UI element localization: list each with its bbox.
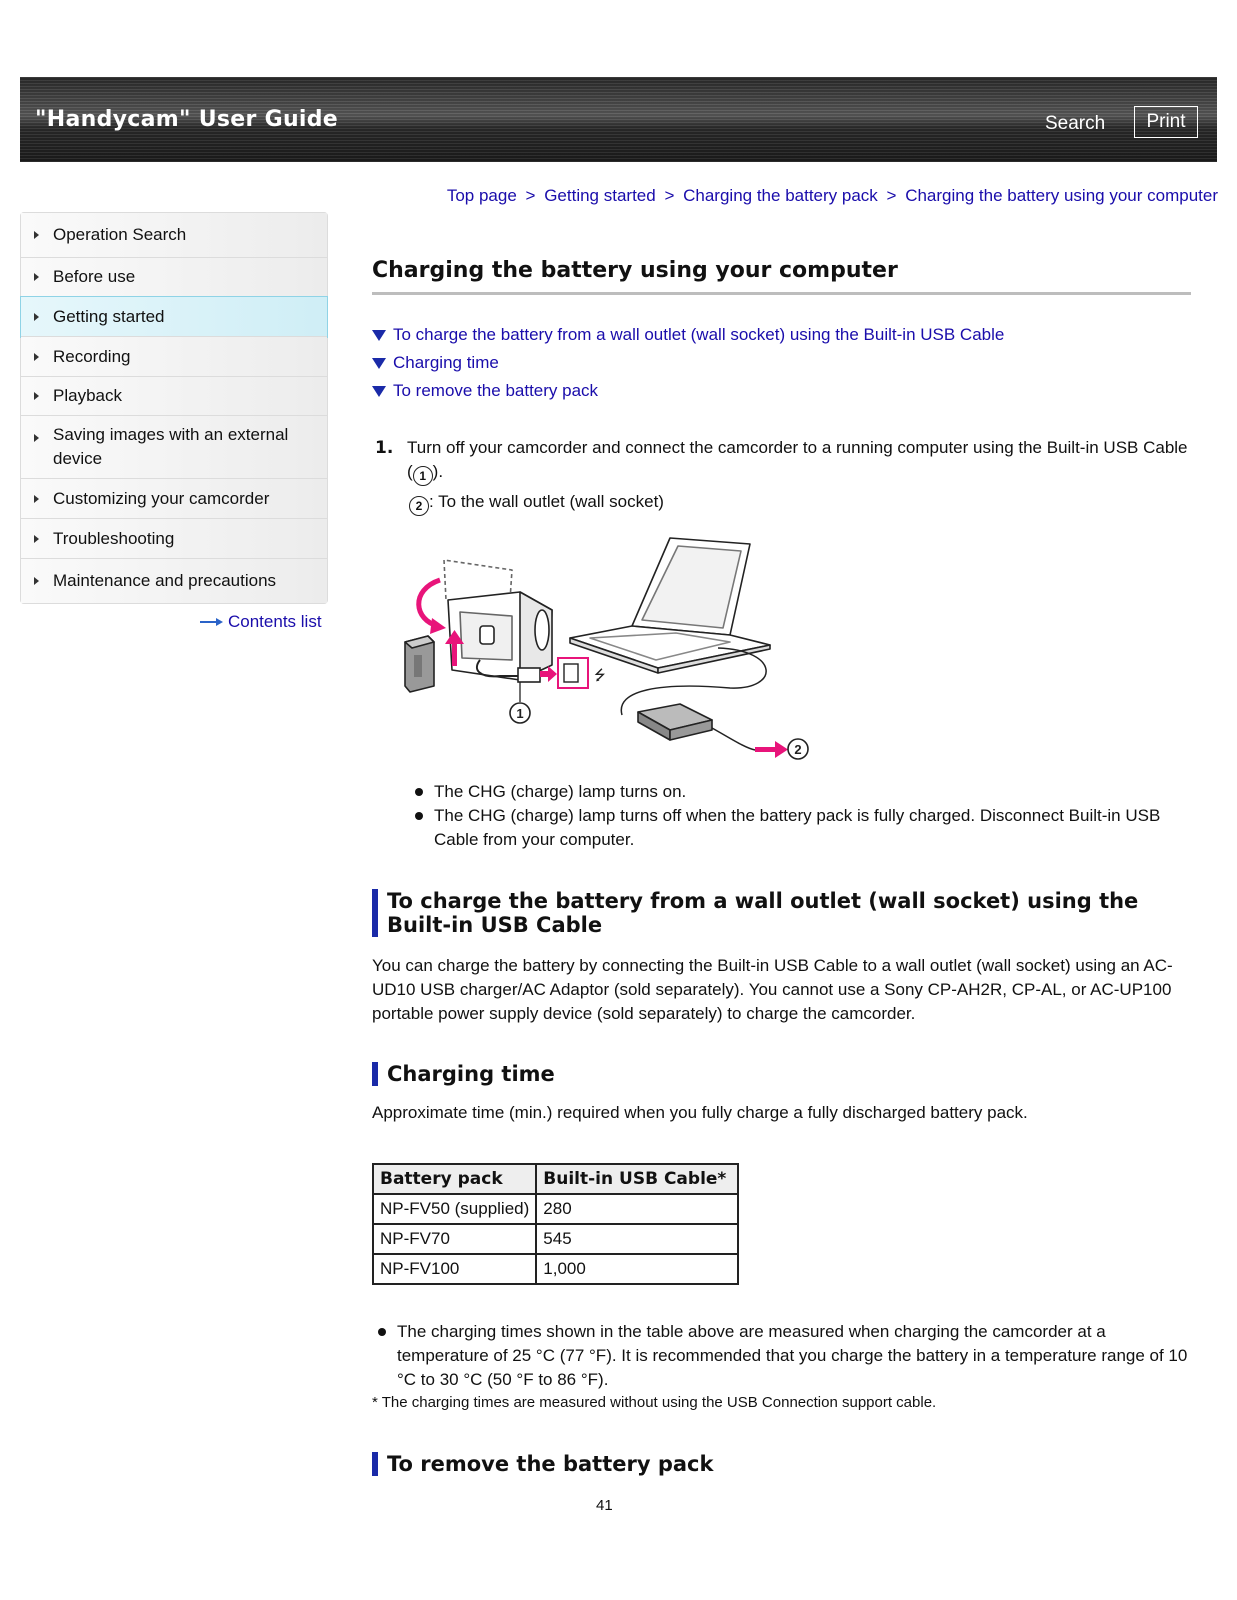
sidebar-item-troubleshooting[interactable] xyxy=(21,519,327,559)
contents-list-link[interactable] xyxy=(200,612,322,632)
table-cell: NP-FV50 (supplied) xyxy=(373,1194,536,1224)
triangle-down-icon xyxy=(372,386,386,397)
adaptor-cable-line xyxy=(712,728,755,750)
toc-link-label: To remove the battery pack xyxy=(393,381,599,400)
section-heading-wall-outlet: To charge the battery from a wall outlet (wall socket) using the Built-in USB Cable xyxy=(372,889,1187,937)
chevron-right-icon xyxy=(34,231,39,239)
section-body-wall-outlet: You can charge the battery by connecting the Built-in USB Cable to a wall outlet (wall socket) using an AC-UD10 USB charger/AC Adaptor (sold separately). You cannot use a Sony CP-AH2R, CP-AL, or AC-UP100 portable power supply device (sold separately) to charge the camcorder. xyxy=(372,956,1173,1023)
step-text-part: Turn off your camcorder and connect the camcorder to a running computer using the Built-in USB Cable ( xyxy=(407,438,1188,481)
usb-plug-icon xyxy=(518,668,540,682)
step-text xyxy=(407,436,1192,486)
breadcrumb-separator: > xyxy=(525,186,536,205)
triangle-down-icon xyxy=(372,330,386,341)
section-body-charging-time: Approximate time (min.) required when you fully charge a fully discharged battery pack. xyxy=(372,1103,1028,1122)
step-1-results xyxy=(412,780,1192,852)
table-cell: 545 xyxy=(536,1224,738,1254)
chevron-right-icon xyxy=(34,535,39,543)
sidebar-item-playback[interactable] xyxy=(21,377,327,416)
toc-link-wall-outlet[interactable] xyxy=(372,321,1004,349)
chevron-right-icon xyxy=(34,353,39,361)
sidebar-item-label: Playback xyxy=(53,386,122,405)
list-item: The charging times shown in the table above are measured when charging the camcorder at a temperature of 25 °C (77 °F). It is recommended that you charge the battery in a temperature range of 10 °C to 30 °C (50 °F to 86 °F). xyxy=(375,1320,1190,1392)
circled-number-1-icon: 1 xyxy=(413,466,433,486)
section-heading-remove-battery: To remove the battery pack xyxy=(372,1452,713,1476)
sidebar-item-customizing[interactable] xyxy=(21,479,327,519)
table-header-row xyxy=(373,1164,738,1194)
chevron-right-icon xyxy=(34,577,39,585)
chevron-right-icon xyxy=(34,313,39,321)
breadcrumb xyxy=(447,186,1218,206)
chevron-right-icon xyxy=(34,434,39,442)
table-header-cell: Battery pack xyxy=(373,1164,536,1194)
title-divider xyxy=(372,292,1191,295)
sidebar-item-before-use[interactable] xyxy=(21,258,327,297)
sidebar-item-label: Troubleshooting xyxy=(53,528,175,548)
step-note xyxy=(409,490,664,516)
chevron-right-icon xyxy=(34,392,39,400)
contents-list-label: Contents list xyxy=(228,612,322,631)
label-2-text: 2 xyxy=(794,742,802,757)
page-title: Charging the battery using your computer xyxy=(372,258,898,283)
breadcrumb-separator: > xyxy=(664,186,675,205)
usb-symbol-icon: ⭍ xyxy=(594,668,606,684)
arrow-to-outlet-icon xyxy=(755,741,788,758)
sidebar-item-label: Customizing your camcorder xyxy=(53,488,270,508)
table-cell: NP-FV100 xyxy=(373,1254,536,1284)
toc-link-remove-battery[interactable] xyxy=(372,377,1004,405)
chevron-right-icon xyxy=(34,495,39,503)
sidebar-item-getting-started[interactable] xyxy=(21,297,327,337)
table-cell: 1,000 xyxy=(536,1254,738,1284)
section-heading-charging-time: Charging time xyxy=(372,1062,555,1086)
circled-number-2-icon: 2 xyxy=(409,496,429,516)
guide-title: "Handycam" User Guide xyxy=(35,107,339,132)
table-row xyxy=(373,1194,738,1224)
sidebar-nav xyxy=(20,212,328,604)
in-page-toc xyxy=(372,321,1004,405)
breadcrumb-current-page[interactable]: Charging the battery using your computer xyxy=(905,186,1218,205)
step-text-part: ). xyxy=(432,462,444,481)
rotate-arrow-icon xyxy=(419,580,440,626)
list-item: The CHG (charge) lamp turns on. xyxy=(412,780,1192,804)
sidebar-item-operation-search[interactable] xyxy=(21,213,327,258)
charging-time-notes xyxy=(375,1320,1190,1392)
sidebar-item-label: Operation Search xyxy=(53,225,187,244)
battery-icon xyxy=(405,636,434,692)
step-number: 1. xyxy=(375,438,394,458)
sidebar-item-saving-images[interactable] xyxy=(21,416,327,479)
sidebar-item-label: Recording xyxy=(53,346,131,366)
step-note-text: : To the wall outlet (wall socket) xyxy=(429,492,664,511)
breadcrumb-charging-battery-pack[interactable]: Charging the battery pack xyxy=(683,186,878,205)
sidebar-item-label: Getting started xyxy=(53,306,165,326)
camcorder-icon xyxy=(444,560,552,680)
triangle-down-icon xyxy=(372,358,386,369)
sidebar-item-label: Saving images with an external device xyxy=(53,425,289,468)
footnote: * The charging times are measured without using the USB Connection support cable. xyxy=(372,1394,937,1411)
sidebar-item-maintenance[interactable] xyxy=(21,559,327,603)
table-header-cell: Built-in USB Cable* xyxy=(536,1164,738,1194)
toc-link-label: Charging time xyxy=(393,353,499,372)
sidebar-item-label: Before use xyxy=(53,267,136,286)
breadcrumb-separator: > xyxy=(886,186,897,205)
search-button[interactable]: Search xyxy=(1045,113,1106,134)
sidebar-item-recording[interactable] xyxy=(21,337,327,377)
laptop-icon xyxy=(570,538,770,673)
print-button[interactable]: Print xyxy=(1134,106,1198,138)
header-bar xyxy=(20,77,1217,162)
table-row xyxy=(373,1224,738,1254)
ac-adaptor-icon xyxy=(638,704,712,740)
table-cell: NP-FV70 xyxy=(373,1224,536,1254)
toc-link-label: To charge the battery from a wall outlet (wall socket) using the Built-in USB Cable xyxy=(393,325,1005,344)
toc-link-charging-time[interactable] xyxy=(372,349,1004,377)
chevron-right-icon xyxy=(34,273,39,281)
sidebar-item-label: Maintenance and precautions xyxy=(53,571,277,590)
table-row xyxy=(373,1254,738,1284)
breadcrumb-getting-started[interactable]: Getting started xyxy=(544,186,656,205)
charging-time-table xyxy=(372,1163,739,1285)
label-1-text: 1 xyxy=(516,706,524,721)
page-number: 41 xyxy=(596,1497,613,1514)
list-item: The CHG (charge) lamp turns off when the battery pack is fully charged. Disconnect Built-in USB Cable from your computer. xyxy=(412,804,1192,852)
arrow-right-icon xyxy=(200,618,224,626)
charging-illustration xyxy=(400,530,815,765)
breadcrumb-top-page[interactable]: Top page xyxy=(446,186,517,205)
table-cell: 280 xyxy=(536,1194,738,1224)
